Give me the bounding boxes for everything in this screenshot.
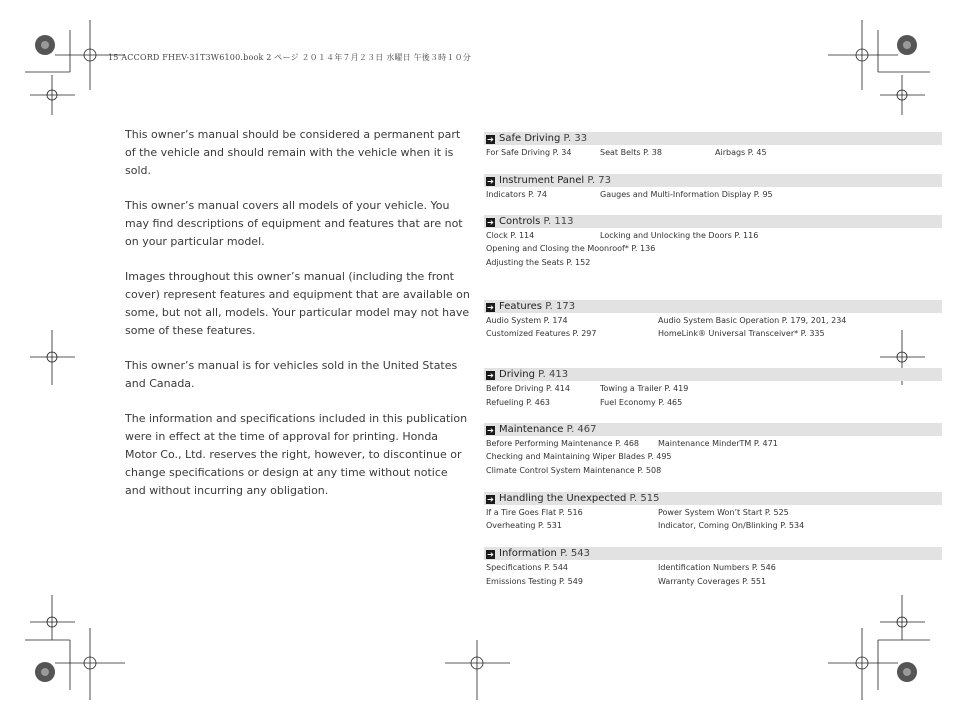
toc-item[interactable]: Climate Control System Maintenance P. 508 <box>486 466 662 475</box>
toc-item[interactable]: Indicators P. 74 <box>486 190 547 199</box>
toc-item[interactable]: Audio System P. 174 <box>486 316 568 325</box>
toc-item[interactable]: Adjusting the Seats P. 152 <box>486 258 591 267</box>
section-title: Driving <box>499 369 535 380</box>
toc-item[interactable]: Customized Features P. 297 <box>486 329 597 338</box>
toc-item[interactable]: Identification Numbers P. 546 <box>658 563 776 572</box>
section-page: P. 33 <box>563 133 588 144</box>
arrow-right-icon: ➔ <box>487 177 494 186</box>
toc-section-safe-driving[interactable] <box>484 132 942 145</box>
section-page: P. 515 <box>629 493 660 504</box>
arrow-right-icon: ➔ <box>487 495 494 504</box>
toc-item[interactable]: Gauges and Multi-Information Display P. 95 <box>600 190 773 199</box>
toc-item[interactable]: Power System Won’t Start P. 525 <box>658 508 789 517</box>
toc-section-instrument-panel[interactable] <box>484 174 942 187</box>
toc-item[interactable]: Refueling P. 463 <box>486 398 550 407</box>
section-title: Safe Driving <box>499 133 561 144</box>
section-title: Handling the Unexpected <box>499 493 627 504</box>
toc-section-features[interactable] <box>484 300 942 313</box>
toc-section-controls[interactable] <box>484 215 942 228</box>
arrow-right-icon: ➔ <box>487 303 494 312</box>
section-page: P. 543 <box>560 548 590 559</box>
toc-item[interactable]: Towing a Trailer P. 419 <box>600 384 689 393</box>
toc-item[interactable]: Overheating P. 531 <box>486 521 562 530</box>
toc-section-driving[interactable] <box>484 368 942 381</box>
toc-item[interactable]: Locking and Unlocking the Doors P. 116 <box>600 231 759 240</box>
section-page: P. 73 <box>587 175 611 186</box>
toc-item[interactable]: Specifications P. 544 <box>486 563 569 572</box>
toc-item[interactable]: HomeLink® Universal Transceiver* P. 335 <box>658 329 825 338</box>
arrow-right-icon: ➔ <box>487 218 494 227</box>
section-page: P. 413 <box>538 369 569 380</box>
toc-item[interactable]: Seat Belts P. 38 <box>600 148 662 157</box>
toc-item[interactable]: Clock P. 114 <box>486 231 535 240</box>
toc-item[interactable]: Fuel Economy P. 465 <box>600 398 683 407</box>
section-title: Maintenance <box>499 424 564 435</box>
toc-item[interactable]: Maintenance MinderTM P. 471 <box>658 439 778 448</box>
toc-item[interactable]: Emissions Testing P. 549 <box>486 577 583 586</box>
arrow-right-icon: ➔ <box>487 426 494 435</box>
toc-item[interactable]: Before Driving P. 414 <box>486 384 570 393</box>
section-page: P. 113 <box>543 216 574 227</box>
intro-paragraph: This owner’s manual should be considered a permanent part of the vehicle and should remain with the vehicle when it is sold. <box>125 128 461 177</box>
toc-section-handling-the-unexpected[interactable] <box>484 492 942 505</box>
toc-item[interactable]: Audio System Basic Operation P. 179, 201, 234 <box>658 316 847 325</box>
arrow-right-icon: ➔ <box>487 371 494 380</box>
toc-item[interactable]: If a Tire Goes Flat P. 516 <box>486 508 583 517</box>
toc-section-maintenance[interactable] <box>484 423 942 436</box>
toc-item[interactable]: Opening and Closing the Moonroof* P. 136 <box>486 244 656 253</box>
toc-item[interactable]: Checking and Maintaining Wiper Blades P. 495 <box>486 452 672 461</box>
arrow-right-icon: ➔ <box>487 550 494 559</box>
toc-item[interactable]: Airbags P. 45 <box>715 148 767 157</box>
section-page: P. 173 <box>545 301 576 312</box>
section-page: P. 467 <box>566 424 597 435</box>
intro-paragraph: Images throughout this owner’s manual (including the front cover) represent features and equipment that are available on some, but not all, models. Your particular model may not have some of these features. <box>125 270 470 337</box>
intro-paragraph: This owner’s manual is for vehicles sold in the United States and Canada. <box>125 359 458 390</box>
toc-item[interactable]: For Safe Driving P. 34 <box>486 148 572 157</box>
print-header-note: 15 ACCORD FHEV-31T3W6100.book 2 ページ ２０１４年７月２３日 水曜日 午後３時１０分 <box>108 53 471 62</box>
toc-item[interactable]: Before Performing Maintenance P. 468 <box>486 439 640 448</box>
toc-item[interactable]: Indicator, Coming On/Blinking P. 534 <box>658 521 805 530</box>
section-title: Instrument Panel <box>499 175 585 186</box>
intro-paragraph: This owner’s manual covers all models of your vehicle. You may find descriptions of equipment and features that are not on your particular model. <box>125 199 463 248</box>
arrow-right-icon: ➔ <box>487 135 494 144</box>
section-title: Features <box>499 301 542 312</box>
intro-paragraph: The information and specifications included in this publication were in effect at the time of approval for printing. Honda Motor Co., Ltd. reserves the right, however, to discontinue or change specifications or design at any time without notice and without incurring any obligation. <box>125 412 468 497</box>
intro-text <box>125 126 471 517</box>
section-title: Information <box>499 548 557 559</box>
toc-section-information[interactable] <box>484 547 942 560</box>
toc-item[interactable]: Warranty Coverages P. 551 <box>658 577 767 586</box>
section-title: Controls <box>499 216 541 227</box>
